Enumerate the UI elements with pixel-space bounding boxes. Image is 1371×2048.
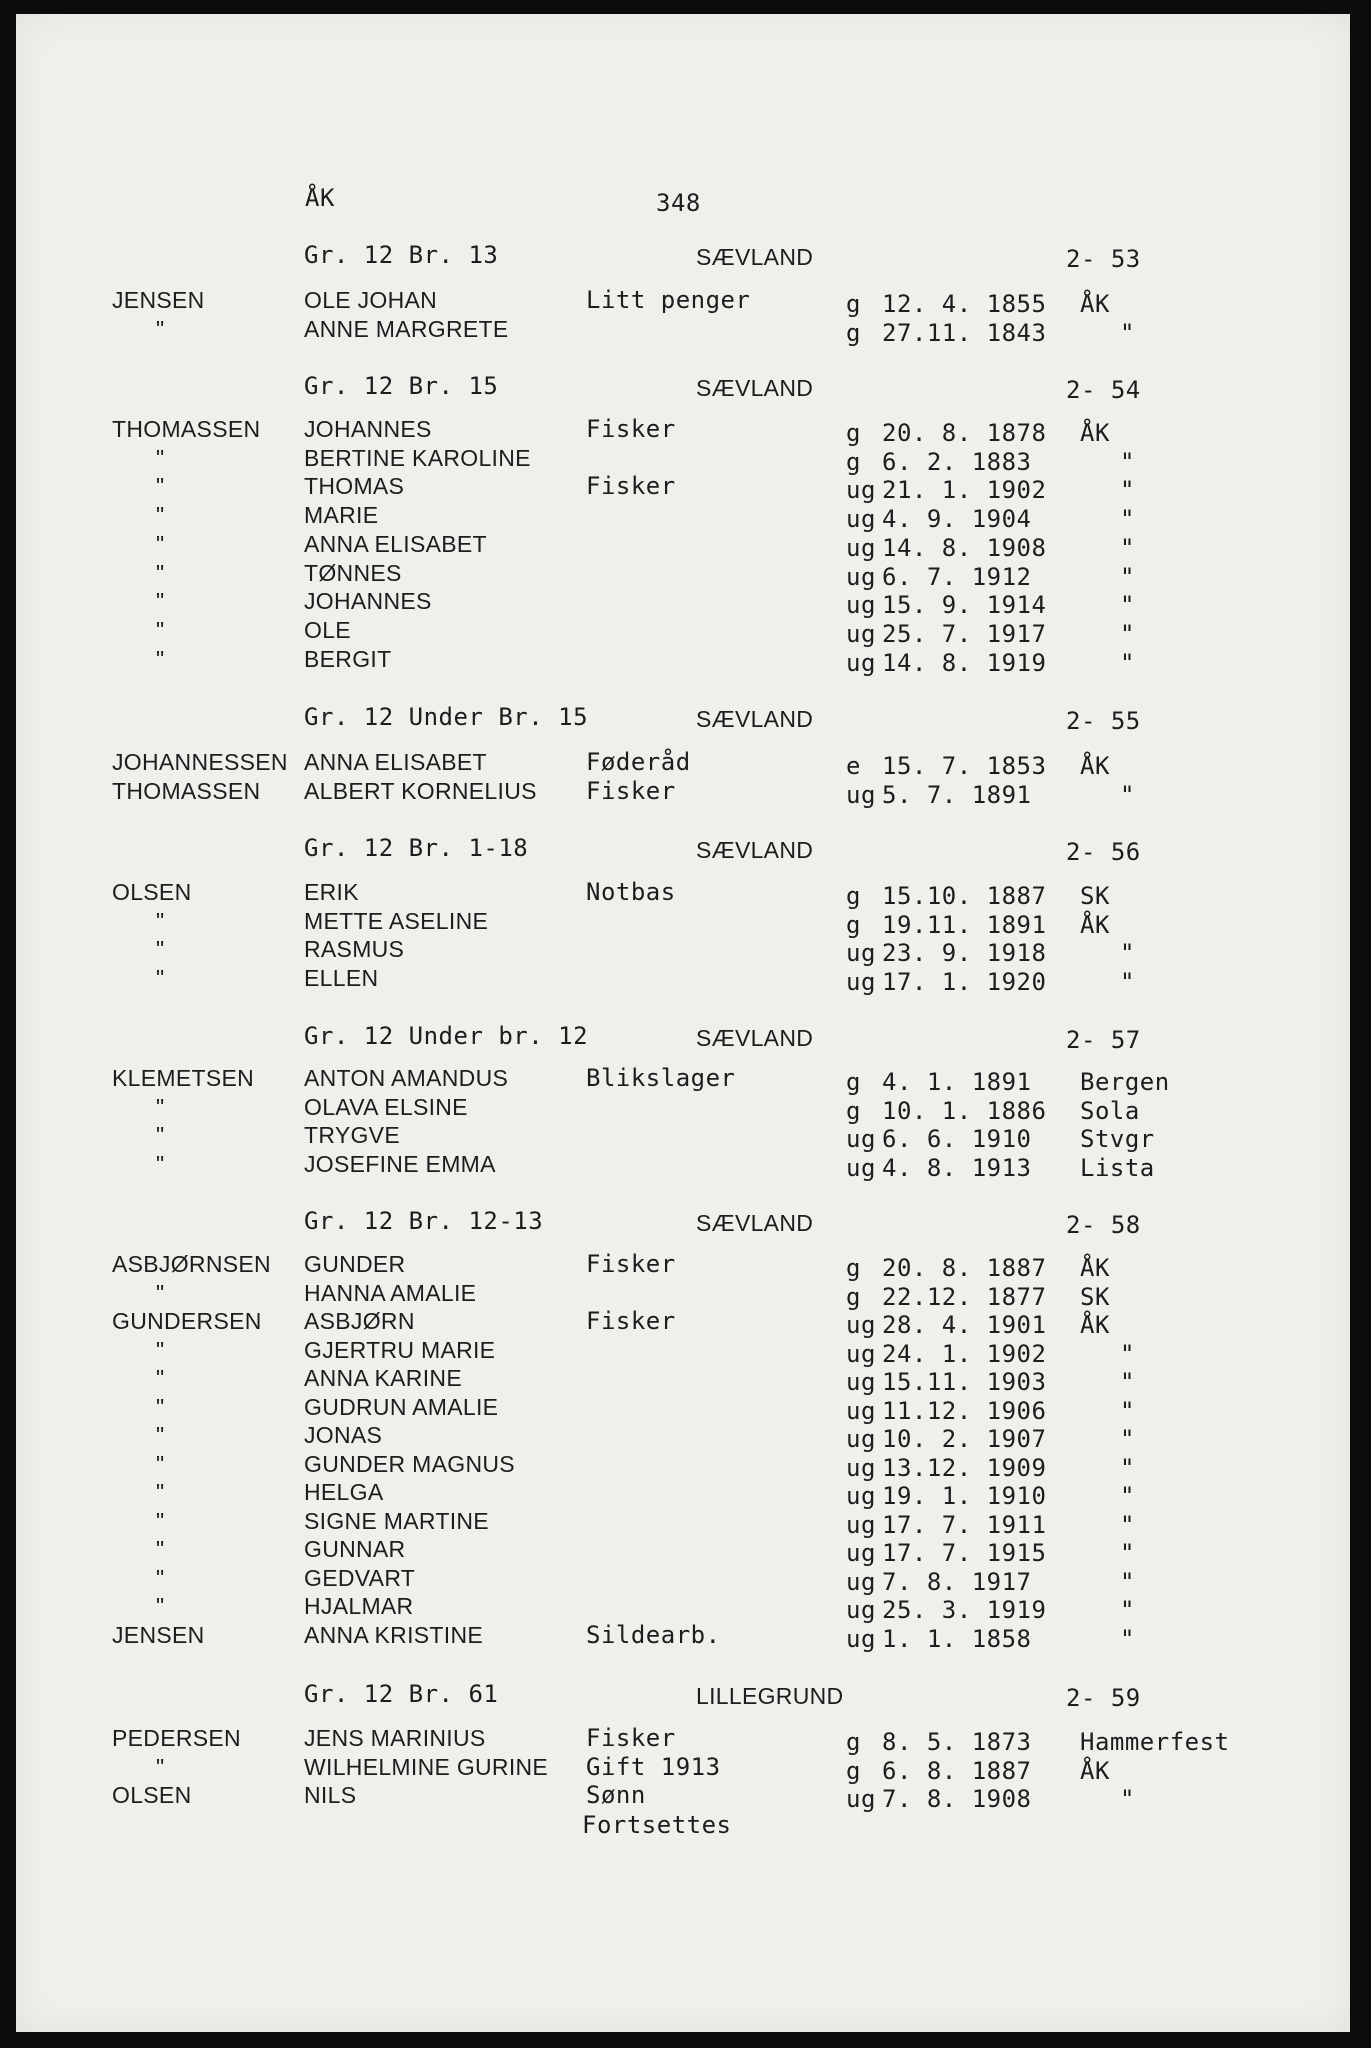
section-code: 2- 54 — [1066, 376, 1141, 404]
row-given-names: JENS MARINIUS — [304, 1725, 486, 1751]
row-birthplace: " — [1120, 563, 1135, 591]
row-birthplace: Hammerfest — [1080, 1728, 1230, 1756]
row-given-names: JONAS — [304, 1422, 383, 1448]
row-surname: " — [156, 531, 165, 557]
section-farm: SÆVLAND — [696, 1025, 814, 1051]
row-birthplace: " — [1120, 1539, 1135, 1567]
section-farm: SÆVLAND — [696, 375, 814, 401]
row-marital-status: g — [846, 290, 861, 318]
row-marital-status: ug — [846, 563, 876, 591]
row-marital-status: ug — [846, 591, 876, 619]
row-birthplace: " — [1120, 1511, 1135, 1539]
row-surname: " — [156, 1365, 165, 1391]
row-marital-status: ug — [846, 1568, 876, 1596]
row-marital-status: ug — [846, 1154, 876, 1182]
row-surname: " — [156, 1094, 165, 1120]
row-surname: " — [156, 617, 165, 643]
row-given-names: ALBERT KORNELIUS — [304, 778, 537, 804]
row-marital-status: ug — [846, 1125, 876, 1153]
row-birthplace: " — [1120, 1340, 1135, 1368]
row-given-names: ASBJØRN — [304, 1308, 415, 1334]
row-marital-status: ug — [846, 505, 876, 533]
row-birth-date: 11.12. 1906 — [882, 1397, 1047, 1425]
row-given-names: ANNA ELISABET — [304, 531, 487, 557]
row-surname: " — [156, 473, 165, 499]
row-birthplace: " — [1120, 534, 1135, 562]
row-marital-status: ug — [846, 968, 876, 996]
section-title: Gr. 12 Under Br. 15 — [304, 703, 589, 731]
row-birth-date: 7. 8. 1908 — [882, 1785, 1032, 1813]
row-given-names: TØNNES — [304, 560, 402, 586]
row-birth-date: 6. 2. 1883 — [882, 448, 1032, 476]
row-marital-status: g — [846, 1097, 861, 1125]
row-occupation: Føderåd — [586, 748, 691, 776]
row-birth-date: 24. 1. 1902 — [882, 1340, 1047, 1368]
row-surname: THOMASSEN — [112, 778, 261, 804]
row-birthplace: " — [1120, 319, 1135, 347]
row-birth-date: 28. 4. 1901 — [882, 1311, 1047, 1339]
row-birth-date: 4. 8. 1913 — [882, 1154, 1032, 1182]
row-birthplace: ÅK — [1080, 1311, 1110, 1339]
row-surname: " — [156, 1280, 165, 1306]
row-birth-date: 21. 1. 1902 — [882, 476, 1047, 504]
row-birth-date: 5. 7. 1891 — [882, 781, 1032, 809]
row-birth-date: 17. 1. 1920 — [882, 968, 1047, 996]
row-birthplace: ÅK — [1080, 419, 1110, 447]
row-birth-date: 15. 9. 1914 — [882, 591, 1047, 619]
row-birth-date: 6. 6. 1910 — [882, 1125, 1032, 1153]
row-birthplace: " — [1120, 591, 1135, 619]
row-surname: " — [156, 1422, 165, 1448]
row-marital-status: g — [846, 1068, 861, 1096]
row-birth-date: 13.12. 1909 — [882, 1454, 1047, 1482]
row-given-names: WILHELMINE GURINE — [304, 1754, 549, 1780]
row-given-names: GUNDER MAGNUS — [304, 1451, 515, 1477]
row-birthplace: " — [1120, 1425, 1135, 1453]
row-birthplace: " — [1120, 1397, 1135, 1425]
row-given-names: NILS — [304, 1782, 357, 1808]
row-birth-date: 19. 1. 1910 — [882, 1482, 1047, 1510]
section-code: 2- 55 — [1066, 707, 1141, 735]
row-birth-date: 10. 1. 1886 — [882, 1097, 1047, 1125]
row-given-names: ANNA KRISTINE — [304, 1622, 483, 1648]
row-birthplace: SK — [1080, 1283, 1110, 1311]
row-surname: " — [156, 1536, 165, 1562]
row-given-names: JOHANNES — [304, 588, 432, 614]
section-title: Gr. 12 Br. 12-13 — [304, 1207, 544, 1235]
row-birth-date: 7. 8. 1917 — [882, 1568, 1032, 1596]
row-surname: " — [156, 502, 165, 528]
row-marital-status: ug — [846, 1368, 876, 1396]
row-surname: OLSEN — [112, 1782, 192, 1808]
row-birthplace: " — [1120, 1625, 1135, 1653]
row-surname: THOMASSEN — [112, 416, 261, 442]
row-given-names: BERTINE KAROLINE — [304, 445, 531, 471]
section-code: 2- 58 — [1066, 1211, 1141, 1239]
row-marital-status: g — [846, 319, 861, 347]
row-given-names: OLAVA ELSINE — [304, 1094, 468, 1120]
row-surname: PEDERSEN — [112, 1725, 241, 1751]
row-birthplace: ÅK — [1080, 911, 1110, 939]
row-birth-date: 6. 7. 1912 — [882, 563, 1032, 591]
row-birth-date: 20. 8. 1887 — [882, 1254, 1047, 1282]
section-title: Gr. 12 Br. 61 — [304, 1680, 499, 1708]
row-birth-date: 23. 9. 1918 — [882, 939, 1047, 967]
row-birthplace: Bergen — [1080, 1068, 1170, 1096]
row-marital-status: ug — [846, 1625, 876, 1653]
row-marital-status: ug — [846, 1340, 876, 1368]
row-given-names: ANNE MARGRETE — [304, 316, 509, 342]
row-birthplace: " — [1120, 781, 1135, 809]
row-occupation: Fisker — [586, 777, 676, 805]
row-birth-date: 15.11. 1903 — [882, 1368, 1047, 1396]
row-marital-status: ug — [846, 1539, 876, 1567]
row-birthplace: " — [1120, 620, 1135, 648]
row-given-names: GEDVART — [304, 1565, 416, 1591]
row-given-names: BERGIT — [304, 646, 392, 672]
row-surname: " — [156, 1593, 165, 1619]
row-given-names: OLE — [304, 617, 351, 643]
row-given-names: ANNA KARINE — [304, 1365, 462, 1391]
row-surname: " — [156, 445, 165, 471]
section-code: 2- 59 — [1066, 1684, 1141, 1712]
row-marital-status: ug — [846, 1482, 876, 1510]
row-birthplace: " — [1120, 505, 1135, 533]
row-birth-date: 14. 8. 1919 — [882, 649, 1047, 677]
section-title: Gr. 12 Br. 1-18 — [304, 834, 529, 862]
row-birth-date: 22.12. 1877 — [882, 1283, 1047, 1311]
row-marital-status: ug — [846, 939, 876, 967]
row-given-names: HANNA AMALIE — [304, 1280, 477, 1306]
row-given-names: ANNA ELISABET — [304, 749, 487, 775]
row-occupation: Fisker — [586, 472, 676, 500]
section-farm: LILLEGRUND — [696, 1683, 844, 1709]
section-code: 2- 56 — [1066, 838, 1141, 866]
row-occupation: Fisker — [586, 415, 676, 443]
row-given-names: RASMUS — [304, 936, 405, 962]
row-given-names: GUNDER — [304, 1251, 406, 1277]
row-surname: JOHANNESSEN — [112, 749, 288, 775]
row-birthplace: " — [1120, 968, 1135, 996]
row-given-names: GUDRUN AMALIE — [304, 1394, 499, 1420]
row-birthplace: " — [1120, 1454, 1135, 1482]
row-birth-date: 4. 1. 1891 — [882, 1068, 1032, 1096]
row-given-names: JOHANNES — [304, 416, 432, 442]
page-number: 348 — [656, 189, 701, 217]
row-surname: JENSEN — [112, 287, 205, 313]
section-farm: SÆVLAND — [696, 1210, 814, 1236]
row-birth-date: 6. 8. 1887 — [882, 1757, 1032, 1785]
row-given-names: JOSEFINE EMMA — [304, 1151, 496, 1177]
row-birthplace: " — [1120, 448, 1135, 476]
row-surname: " — [156, 1122, 165, 1148]
row-surname: " — [156, 1508, 165, 1534]
row-marital-status: ug — [846, 649, 876, 677]
row-occupation: Fisker — [586, 1724, 676, 1752]
row-surname: KLEMETSEN — [112, 1065, 255, 1091]
row-birthplace: SK — [1080, 882, 1110, 910]
section-farm: SÆVLAND — [696, 706, 814, 732]
row-birth-date: 25. 3. 1919 — [882, 1596, 1047, 1624]
row-birth-date: 15. 7. 1853 — [882, 752, 1047, 780]
row-birth-date: 8. 5. 1873 — [882, 1728, 1032, 1756]
row-surname: JENSEN — [112, 1622, 205, 1648]
row-given-names: HJALMAR — [304, 1593, 414, 1619]
row-given-names: ERIK — [304, 879, 359, 905]
row-birthplace: ÅK — [1080, 1254, 1110, 1282]
row-birth-date: 27.11. 1843 — [882, 319, 1047, 347]
row-marital-status: g — [846, 1728, 861, 1756]
row-birth-date: 25. 7. 1917 — [882, 620, 1047, 648]
row-birth-date: 4. 9. 1904 — [882, 505, 1032, 533]
row-birthplace: " — [1120, 1482, 1135, 1510]
row-surname: " — [156, 646, 165, 672]
row-marital-status: e — [846, 752, 861, 780]
row-surname: " — [156, 316, 165, 342]
row-birthplace: " — [1120, 649, 1135, 677]
row-given-names: ANTON AMANDUS — [304, 1065, 509, 1091]
row-birth-date: 10. 2. 1907 — [882, 1425, 1047, 1453]
row-occupation: Sønn — [586, 1781, 646, 1809]
row-birth-date: 20. 8. 1878 — [882, 419, 1047, 447]
header-place: ÅK — [305, 184, 335, 212]
section-farm: SÆVLAND — [696, 837, 814, 863]
row-occupation: Fisker — [586, 1250, 676, 1278]
row-birthplace: Lista — [1080, 1154, 1155, 1182]
row-birth-date: 17. 7. 1911 — [882, 1511, 1047, 1539]
section-title: Gr. 12 Br. 15 — [304, 372, 499, 400]
row-given-names: METTE ASELINE — [304, 908, 489, 934]
row-birth-date: 12. 4. 1855 — [882, 290, 1047, 318]
row-given-names: THOMAS — [304, 473, 405, 499]
row-surname: ASBJØRNSEN — [112, 1251, 271, 1277]
row-marital-status: ug — [846, 476, 876, 504]
row-birthplace: " — [1120, 1568, 1135, 1596]
row-marital-status: ug — [846, 534, 876, 562]
row-surname: " — [156, 1337, 165, 1363]
row-occupation: Litt penger — [586, 286, 751, 314]
row-marital-status: g — [846, 1283, 861, 1311]
row-marital-status: g — [846, 1757, 861, 1785]
row-surname: " — [156, 1151, 165, 1177]
row-birth-date: 17. 7. 1915 — [882, 1539, 1047, 1567]
row-birth-date: 1. 1. 1858 — [882, 1625, 1032, 1653]
row-marital-status: g — [846, 1254, 861, 1282]
row-marital-status: ug — [846, 620, 876, 648]
document-page — [16, 14, 1350, 2032]
row-surname: GUNDERSEN — [112, 1308, 262, 1334]
row-surname: " — [156, 588, 165, 614]
row-birthplace: ÅK — [1080, 290, 1110, 318]
row-marital-status: g — [846, 882, 861, 910]
row-birthplace: Sola — [1080, 1097, 1140, 1125]
row-birthplace: ÅK — [1080, 1757, 1110, 1785]
row-given-names: GUNNAR — [304, 1536, 406, 1562]
section-title: Gr. 12 Under br. 12 — [304, 1022, 589, 1050]
section-farm: SÆVLAND — [696, 244, 814, 270]
row-marital-status: ug — [846, 1596, 876, 1624]
row-birth-date: 15.10. 1887 — [882, 882, 1047, 910]
row-birthplace: " — [1120, 1596, 1135, 1624]
row-marital-status: ug — [846, 1397, 876, 1425]
row-birthplace: Stvgr — [1080, 1125, 1155, 1153]
row-given-names: OLE JOHAN — [304, 287, 438, 313]
row-surname: OLSEN — [112, 879, 192, 905]
row-birthplace: " — [1120, 476, 1135, 504]
row-marital-status: ug — [846, 1511, 876, 1539]
row-marital-status: g — [846, 419, 861, 447]
row-occupation: Blikslager — [586, 1064, 736, 1092]
row-given-names: HELGA — [304, 1479, 384, 1505]
row-surname: " — [156, 1479, 165, 1505]
row-birthplace: " — [1120, 939, 1135, 967]
row-given-names: MARIE — [304, 502, 379, 528]
row-marital-status: ug — [846, 1425, 876, 1453]
row-surname: " — [156, 936, 165, 962]
row-occupation: Fisker — [586, 1307, 676, 1335]
row-surname: " — [156, 1394, 165, 1420]
section-code: 2- 57 — [1066, 1026, 1141, 1054]
row-birthplace: " — [1120, 1368, 1135, 1396]
row-marital-status: ug — [846, 1311, 876, 1339]
row-marital-status: ug — [846, 1785, 876, 1813]
row-surname: " — [156, 1451, 165, 1477]
row-surname: " — [156, 908, 165, 934]
row-occupation: Sildearb. — [586, 1621, 721, 1649]
row-marital-status: g — [846, 448, 861, 476]
row-occupation: Gift 1913 — [586, 1753, 721, 1781]
row-given-names: GJERTRU MARIE — [304, 1337, 496, 1363]
row-birth-date: 14. 8. 1908 — [882, 534, 1047, 562]
row-birth-date: 19.11. 1891 — [882, 911, 1047, 939]
section-code: 2- 53 — [1066, 245, 1141, 273]
row-surname: " — [156, 965, 165, 991]
section-title: Gr. 12 Br. 13 — [304, 241, 499, 269]
row-surname: " — [156, 1754, 165, 1780]
row-surname: " — [156, 560, 165, 586]
row-given-names: SIGNE MARTINE — [304, 1508, 489, 1534]
row-birthplace: ÅK — [1080, 752, 1110, 780]
row-marital-status: ug — [846, 1454, 876, 1482]
row-surname: " — [156, 1565, 165, 1591]
row-given-names: ELLEN — [304, 965, 379, 991]
row-birthplace: " — [1120, 1785, 1135, 1813]
row-occupation: Notbas — [586, 878, 676, 906]
row-given-names: TRYGVE — [304, 1122, 400, 1148]
row-marital-status: ug — [846, 781, 876, 809]
footer-continued: Fortsettes — [582, 1811, 732, 1839]
row-marital-status: g — [846, 911, 861, 939]
